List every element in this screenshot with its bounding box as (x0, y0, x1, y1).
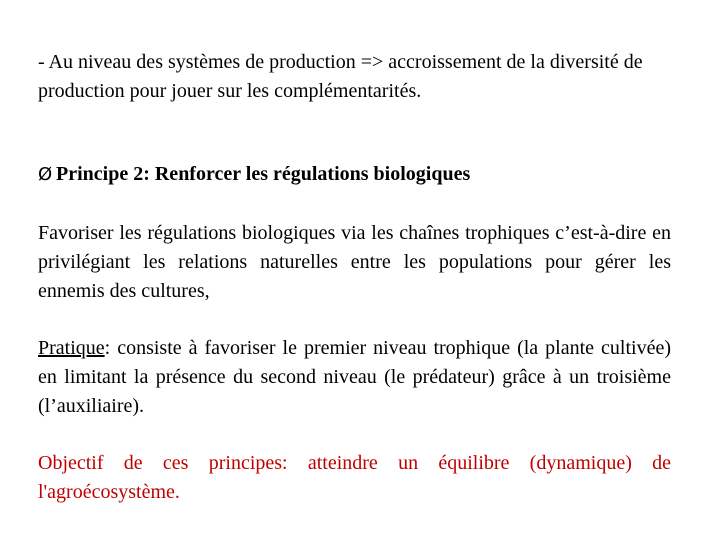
arrow-bullet-icon: Ø (38, 164, 53, 185)
practice-label: Pratique (38, 337, 105, 359)
intro-paragraph: - Au niveau des systèmes de production => accroissement de la diversité de production pour jouer sur les complémentarités. (38, 51, 643, 102)
objective-paragraph: Objectif de ces principes: atteindre un équilibre (dynamique) de l'agroécosystème. (38, 452, 671, 503)
principle-title: Principe 2: Renforcer les régulations biologiques (56, 163, 471, 185)
description-paragraph: Favoriser les régulations biologiques via les chaînes trophiques c’est-à-dire en privilégiant les relations naturelles entre les populations pour gérer les ennemis des cultures, (38, 222, 671, 302)
principle-heading (38, 160, 671, 189)
practice-text: : consiste à favoriser le premier niveau trophique (la plante cultivée) en limitant la présence du second niveau (le prédateur) grâce à un troisième (l’auxiliaire). (38, 337, 671, 417)
practice-paragraph (38, 334, 671, 421)
